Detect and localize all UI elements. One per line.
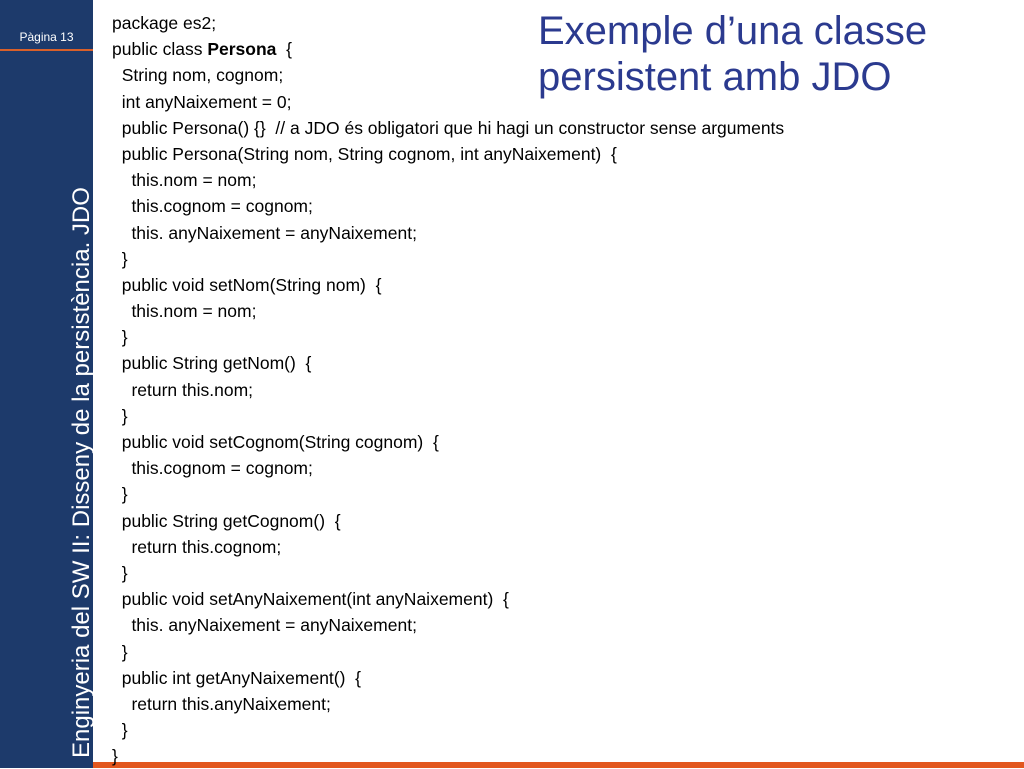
- code-line: public void setNom(String nom) {: [112, 274, 382, 295]
- slide-title-line-2: persistent amb JDO: [538, 55, 892, 99]
- code-line: public Persona(String nom, String cognom, int anyNaixement) {: [112, 143, 617, 164]
- code-line: this.cognom = cognom;: [112, 196, 313, 217]
- slide-title-line-1: Exemple d’una classe: [538, 9, 928, 53]
- code-line: public void setCognom(String cognom) {: [112, 432, 439, 452]
- code-line: package es2;: [112, 13, 217, 33]
- code-class-brace: {: [276, 39, 292, 60]
- code-line: public int getAnyNaixement() {: [112, 667, 362, 688]
- code-class-keyword: public class: [112, 39, 208, 60]
- code-line: }: [112, 327, 128, 348]
- code-line: this. anyNaixement = anyNaixement;: [112, 222, 417, 243]
- code-listing: [112, 10, 784, 769]
- code-line: String nom, cognom;: [112, 65, 284, 86]
- code-line: }: [112, 248, 128, 269]
- code-line: public Persona() {} // a JDO és obligatori que hi hagi un constructor sense arguments: [112, 117, 785, 138]
- code-line: public String getCognom() {: [112, 510, 341, 531]
- code-line: int anyNaixement = 0;: [112, 91, 292, 112]
- code-line: }: [112, 484, 128, 505]
- code-line: public String getNom() {: [112, 353, 312, 374]
- code-line: return this.cognom;: [112, 536, 282, 557]
- code-line: return this.anyNaixement;: [112, 693, 331, 714]
- code-line: }: [112, 641, 128, 662]
- code-line: this.nom = nom;: [112, 170, 257, 191]
- course-title-vertical: Enginyeria del SW II: Disseny de la persistència. JDO: [68, 187, 95, 758]
- code-line: this.nom = nom;: [112, 301, 257, 322]
- code-line-class-declaration: [112, 36, 784, 62]
- page-number-divider: [0, 49, 93, 51]
- code-line: }: [112, 746, 118, 767]
- sidebar: [0, 0, 93, 768]
- code-line: }: [112, 405, 128, 426]
- code-line: this. anyNaixement = anyNaixement;: [112, 615, 417, 636]
- code-line: public void setAnyNaixement(int anyNaixement) {: [112, 589, 509, 610]
- code-line: return this.nom;: [112, 379, 254, 400]
- page-number: Pàgina 13: [19, 30, 74, 44]
- code-line: this.cognom = cognom;: [112, 458, 313, 479]
- code-line: }: [112, 720, 128, 741]
- code-class-name: Persona: [207, 39, 277, 60]
- code-line: }: [112, 562, 128, 583]
